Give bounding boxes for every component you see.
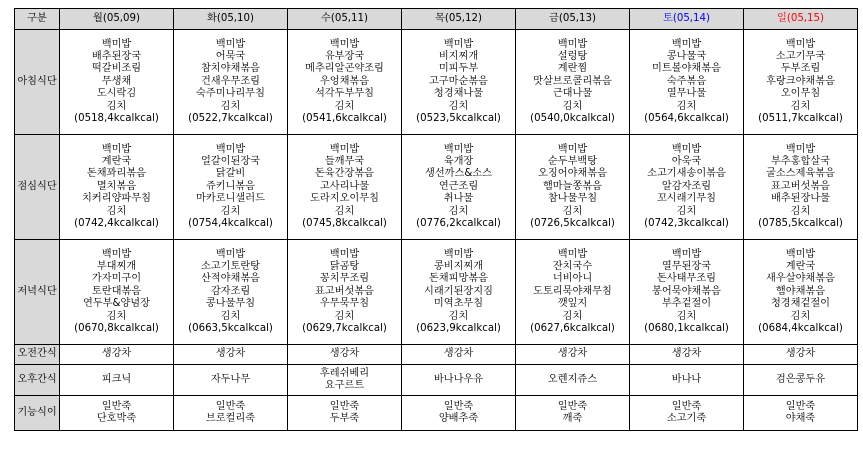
menu-item: 생강차 [557,348,588,360]
menu-item: 김치 [220,205,241,217]
menu-item: 김치 [448,205,469,217]
menu-item: (0511,7kcalkcal) [758,113,843,125]
weekly-menu-table [14,8,858,431]
menu-item: 일반죽 [329,400,360,412]
menu-cell [744,345,858,365]
menu-item: 백미밥 [215,248,246,260]
menu-item: 김치 [676,205,697,217]
header-day-sat: 토(05,14) [630,9,744,30]
menu-item: 건새우무조림 [200,75,261,87]
menu-item: 백미밥 [329,38,360,50]
menu-item: 유부장국 [324,50,365,62]
menu-item: 백미밥 [785,143,816,155]
row-label: 점심식단 [15,135,60,240]
menu-item: 시래기된장지짐 [424,285,493,297]
menu-item: 숙주미나리무침 [196,88,265,100]
menu-item: 무생채 [101,75,132,87]
menu-item: 양배추죽 [438,413,479,424]
header-day-wed: 수(05,11) [288,9,402,30]
menu-item: 햄야채볶음 [775,285,826,297]
menu-item: 참치야채볶음 [200,63,261,75]
header-day-mon: 월(05,09) [60,9,174,30]
menu-cell [402,135,516,240]
menu-item: (0564,6kcalkcal) [644,113,729,125]
menu-item: 육개장 [443,155,474,167]
menu-item: 도시락김 [96,88,137,100]
menu-item: 야채죽 [785,413,816,424]
header-day-sun: 일(05,15) [744,9,858,30]
menu-item: 김치 [790,205,811,217]
menu-item: (0754,4kcalkcal) [188,218,273,230]
menu-item: 표고버섯볶음 [314,285,375,297]
lunch-row [15,135,858,240]
menu-item: 치커리양파무침 [82,193,151,205]
menu-item: 봉어묵야채볶음 [652,285,721,297]
menu-item: 감자조림 [210,285,251,297]
menu-item: 우무묵무침 [319,298,370,310]
menu-item: 연근조림 [438,180,479,192]
row-label: 저녁식단 [15,240,60,345]
menu-item: 미피두부 [438,63,479,75]
menu-item: 콩나물국 [666,50,707,62]
header-day-tue: 화(05,10) [174,9,288,30]
menu-cell [402,396,516,431]
row-label: 아침식단 [15,30,60,135]
menu-item: 마카로니샐러드 [196,193,265,205]
afternoon-snack-row [15,365,858,396]
menu-cell [516,365,630,396]
menu-item: 김치 [220,100,241,112]
menu-item: 가자미구이 [91,273,142,285]
menu-item: 돈채꽈리볶음 [86,168,147,180]
menu-item: 부추홍합살국 [770,155,831,167]
menu-item: 단호박죽 [96,413,137,424]
menu-item: 콩비지찌개 [433,260,484,272]
functional-diet-row [15,396,858,431]
menu-item: 백미밥 [215,38,246,50]
menu-item: 자두나무 [210,373,251,385]
menu-item: 후레쉬베리 [319,367,370,379]
menu-item: 우엉채볶음 [319,75,370,87]
menu-cell [60,30,174,135]
menu-item: 근대나물 [552,88,593,100]
dinner-row [15,240,858,345]
menu-item: 바나나 [671,373,702,385]
menu-item: 들깨무국 [324,155,365,167]
menu-item: 백미밥 [557,143,588,155]
header-day-fri: 금(05,13) [516,9,630,30]
menu-item: 소고기새송이볶음 [647,168,726,180]
menu-item: 고사리나물 [319,180,370,192]
menu-item: (0684,4kcalkcal) [758,323,843,335]
menu-item: 생강차 [215,348,246,360]
menu-item: 깻잎지 [557,298,588,310]
menu-item: 후랑크야채볶음 [766,75,835,87]
menu-item: 김치 [220,310,241,322]
menu-item: (0745,8kcalkcal) [302,218,387,230]
menu-item: 두부조림 [780,63,821,75]
menu-item: 돈채피망볶음 [428,273,489,285]
breakfast-row [15,30,858,135]
menu-item: 표고버섯볶음 [770,180,831,192]
menu-item: 김치 [106,100,127,112]
menu-cell [744,240,858,345]
menu-item: (0776,2kcalkcal) [416,218,501,230]
menu-cell [60,240,174,345]
menu-item: 백미밥 [785,38,816,50]
menu-item: 맛살브로콜리볶음 [533,75,612,87]
menu-item: (0627,6kcalkcal) [530,323,615,335]
menu-item: 계란국 [785,260,816,272]
menu-cell [402,345,516,365]
menu-item: 김치 [562,205,583,217]
header-category: 구분 [15,9,60,30]
menu-item: 두부죽 [329,413,360,424]
menu-cell [174,396,288,431]
menu-item: 부추겉절이 [661,298,712,310]
menu-item: 멸치볶음 [96,180,137,192]
menu-item: 소고기죽 [666,413,707,424]
menu-item: (0523,5kcalkcal) [416,113,501,125]
menu-cell [174,30,288,135]
menu-item: (0663,5kcalkcal) [188,323,273,335]
menu-cell [744,396,858,431]
menu-item: 김치 [334,205,355,217]
menu-item: 백미밥 [443,248,474,260]
menu-cell [630,345,744,365]
menu-item: 배추된장나물 [770,193,831,205]
menu-item: 백미밥 [101,248,132,260]
menu-item: 콩나물무침 [205,298,256,310]
menu-cell [174,345,288,365]
menu-item: 숙주볶음 [666,75,707,87]
menu-item: (0742,4kcalkcal) [74,218,159,230]
menu-item: 생강차 [671,348,702,360]
menu-cell [60,365,174,396]
menu-item: 새우살야채볶음 [766,273,835,285]
menu-item: 열무된장국 [661,260,712,272]
row-label: 오전간식 [15,345,60,365]
menu-item: 열무나물 [666,88,707,100]
row-label: 기능식이 [15,396,60,431]
menu-item: (0540,0kcalkcal) [530,113,615,125]
menu-item: 토란대볶음 [91,285,142,297]
menu-cell [174,135,288,240]
menu-cell [174,240,288,345]
menu-body [15,30,858,431]
menu-item: 미트볼야채볶음 [652,63,721,75]
menu-item: 잔치국수 [552,260,593,272]
menu-cell [402,30,516,135]
menu-item: 일반죽 [101,400,132,412]
menu-item: 연두부&양념장 [83,298,150,310]
menu-item: 너비아니 [552,273,593,285]
menu-item: 도토리묵야채무침 [533,285,612,297]
menu-item: 김치 [790,310,811,322]
menu-item: 백미밥 [671,143,702,155]
menu-item: 꽁치무조림 [319,273,370,285]
menu-item: 브로컬리죽 [205,413,256,424]
menu-item: 김치 [448,100,469,112]
menu-cell [516,396,630,431]
menu-item: 메추리알곤약조림 [305,63,384,75]
menu-item: 백미밥 [101,143,132,155]
menu-item: 떡갈비조림 [91,63,142,75]
menu-item: 김치 [790,100,811,112]
menu-item: 일반죽 [215,400,246,412]
menu-item: 청경채겉절이 [770,298,831,310]
menu-cell [288,365,402,396]
menu-cell [516,345,630,365]
menu-item: 부대찌개 [96,260,137,272]
menu-item: 석각두부무침 [314,88,375,100]
menu-item: 미역초무침 [433,298,484,310]
menu-item: 햄마늘쫑볶음 [542,180,603,192]
header-day-thu: 목(05,12) [402,9,516,30]
menu-cell [288,135,402,240]
menu-item: 백미밥 [101,38,132,50]
menu-item: 아욱국 [671,155,702,167]
menu-item: (0541,6kcalkcal) [302,113,387,125]
menu-item: 돈육간장볶음 [314,168,375,180]
menu-item: 돈사태무조림 [656,273,717,285]
menu-item: 백미밥 [215,143,246,155]
menu-item: (0785,5kcalkcal) [758,218,843,230]
menu-item: 깨죽 [562,413,583,424]
menu-item: 도라지오이무침 [310,193,379,205]
menu-item: 닭곰탕 [329,260,360,272]
menu-cell [288,30,402,135]
menu-item: 백미밥 [785,248,816,260]
menu-item: 오렌지쥬스 [547,373,598,385]
menu-item: (0670,8kcalkcal) [74,323,159,335]
menu-cell [174,365,288,396]
menu-item: 얼갈이된장국 [200,155,261,167]
menu-item: 백미밥 [671,38,702,50]
menu-item: 김치 [562,310,583,322]
menu-item: 백미밥 [329,248,360,260]
menu-cell [288,345,402,365]
menu-item: 백미밥 [443,143,474,155]
morning-snack-row [15,345,858,365]
menu-item: 김치 [106,205,127,217]
menu-item: 김치 [334,100,355,112]
menu-item: 소고기토란탕 [200,260,261,272]
row-label: 오후간식 [15,365,60,396]
menu-item: 김치 [562,100,583,112]
menu-item: 일반죽 [443,400,474,412]
menu-item: 김치 [334,310,355,322]
menu-item: 오이무침 [780,88,821,100]
menu-item: (0518,4kcalkcal) [74,113,159,125]
menu-item: 김치 [676,310,697,322]
menu-item: 검은콩두유 [775,373,826,385]
menu-item: 닭갈비 [215,168,246,180]
menu-item: 김치 [448,310,469,322]
menu-item: 일반죽 [671,400,702,412]
menu-item: 백미밥 [329,143,360,155]
menu-item: 쥬키니볶음 [205,180,256,192]
menu-item: 오징어야채볶음 [538,168,607,180]
menu-item: 생강차 [101,348,132,360]
menu-item: 고구마순볶음 [428,75,489,87]
menu-cell [288,240,402,345]
menu-item: (0629,7kcalkcal) [302,323,387,335]
menu-cell [288,396,402,431]
menu-cell [516,135,630,240]
menu-item: 김치 [676,100,697,112]
menu-item: 생강차 [785,348,816,360]
menu-item: 피크닉 [101,373,132,385]
menu-item: 알감자조림 [661,180,712,192]
menu-item: 설렁탕 [557,50,588,62]
menu-item: 굴소스제육볶음 [766,168,835,180]
menu-item: 생선까스&소스 [425,168,492,180]
menu-item: 계란찜 [557,63,588,75]
menu-item: 참나물무침 [547,193,598,205]
menu-item: 산적야채볶음 [200,273,261,285]
menu-cell [516,30,630,135]
menu-item: 어묵국 [215,50,246,62]
menu-item: 김치 [106,310,127,322]
menu-cell [630,30,744,135]
menu-item: 배추된장국 [91,50,142,62]
menu-item: 꼬시래기무침 [656,193,717,205]
menu-cell [744,135,858,240]
menu-item: 백미밥 [671,248,702,260]
menu-item: 청경채나물 [433,88,484,100]
menu-item: 백미밥 [557,38,588,50]
menu-item: 백미밥 [557,248,588,260]
menu-item: 계란국 [101,155,132,167]
menu-cell [60,345,174,365]
menu-cell [630,365,744,396]
menu-item: 생강차 [329,348,360,360]
menu-item: 비지찌개 [438,50,479,62]
menu-cell [516,240,630,345]
menu-item: 일반죽 [557,400,588,412]
menu-item: 소고기무국 [775,50,826,62]
header-row [15,9,858,30]
menu-item: (0680,1kcalkcal) [644,323,729,335]
menu-item: (0726,5kcalkcal) [530,218,615,230]
menu-cell [60,135,174,240]
menu-item: 생강차 [443,348,474,360]
menu-cell [744,365,858,396]
menu-item: 바나나우유 [433,373,484,385]
menu-cell [744,30,858,135]
menu-cell [402,365,516,396]
menu-cell [60,396,174,431]
menu-item: 취나물 [443,193,474,205]
menu-cell [630,135,744,240]
menu-item: 순두부백탕 [547,155,598,167]
menu-cell [630,240,744,345]
menu-item: 일반죽 [785,400,816,412]
menu-item: (0742,3kcalkcal) [644,218,729,230]
menu-cell [402,240,516,345]
menu-cell [630,396,744,431]
menu-item: (0623,9kcalkcal) [416,323,501,335]
menu-item: 백미밥 [443,38,474,50]
menu-item: (0522,7kcalkcal) [188,113,273,125]
menu-item: 요구르트 [324,380,365,391]
